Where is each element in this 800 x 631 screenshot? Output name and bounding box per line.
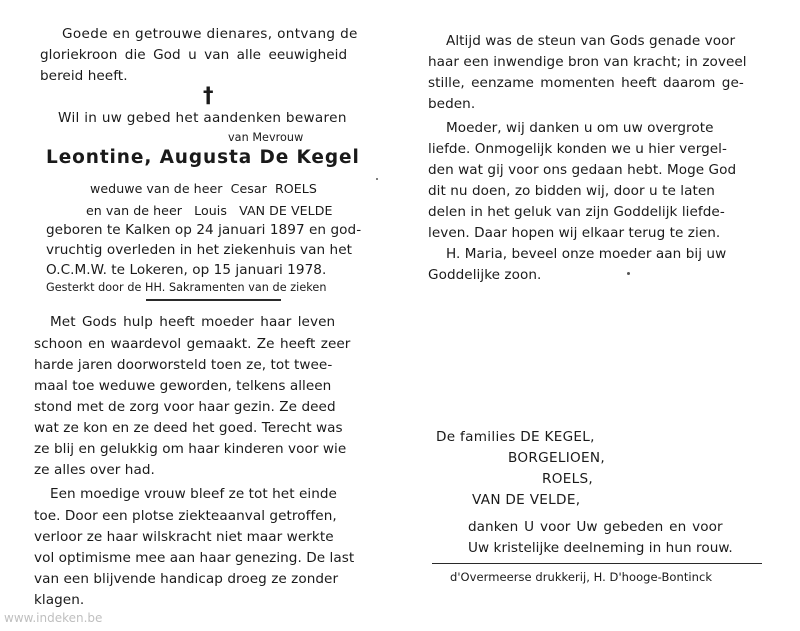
watermark: www.indeken.be xyxy=(4,611,103,625)
right-paragraph-2-line-1: Moeder, wij danken u om uw overgrote xyxy=(446,120,714,136)
right-paragraph-1-line-2: haar een inwendige bron van kracht; in zoveel xyxy=(428,54,747,70)
right-paragraph-3-line-2: Goddelijke zoon. xyxy=(428,267,542,283)
paragraph-1-line-2: schoon en waardevol gemaakt. Ze heeft zeer xyxy=(34,336,351,352)
prayer-line: Wil in uw gebed het aandenken bewaren xyxy=(58,110,347,126)
opening-line-1: Goede en getrouwe dienares, ontvang de xyxy=(62,26,358,42)
thanks-line-1: danken U voor Uw gebeden en voor xyxy=(468,519,723,535)
opening-line-2: gloriekroon die God u van alle eeuwigheid xyxy=(40,47,348,63)
cross-symbol: † xyxy=(203,83,214,107)
deceased-name: Leontine, Augusta De Kegel xyxy=(46,147,360,168)
paragraph-1-line-5: stond met de zorg voor haar gezin. Ze deed xyxy=(34,399,336,415)
section-divider xyxy=(146,299,281,301)
paragraph-1-line-8: ze alles over had. xyxy=(34,462,155,478)
paragraph-2-line-4: vol optimisme mee aan haar genezing. De last xyxy=(34,550,355,566)
opening-line-3: bereid heeft. xyxy=(40,68,128,84)
paragraph-2-line-5: van een blijvende handicap droeg ze zonder xyxy=(34,571,339,587)
paragraph-1-line-6: wat ze kon en ze deed het goed. Terecht was xyxy=(34,420,343,436)
footer-divider xyxy=(432,563,762,564)
right-paragraph-1-line-3: stille, eenzame momenten heeft daarom ge- xyxy=(428,75,744,91)
birth-death-line-2: vruchtig overleden in het ziekenhuis van het xyxy=(46,242,352,258)
widow-line-2: en van de heer Louis VAN DE VELDE xyxy=(86,203,333,218)
paragraph-1-line-1: Met Gods hulp heeft moeder haar leven xyxy=(50,314,336,330)
thanks-line-2: Uw kristelijke deelneming in hun rouw. xyxy=(468,540,733,556)
right-paragraph-2-line-6: leven. Daar hopen wij elkaar terug te zien. xyxy=(428,225,721,241)
paragraph-2-line-3: verloor ze haar wilskracht niet maar werkte xyxy=(34,529,334,545)
birth-death-line-1: geboren te Kalken op 24 januari 1897 en god- xyxy=(46,222,362,238)
family-roels: ROELS, xyxy=(542,471,594,487)
right-paragraph-2-line-5: delen in het geluk van zijn Goddelijk liefde- xyxy=(428,204,725,220)
right-paragraph-1-line-4: beden. xyxy=(428,96,476,112)
van-mevrouw: van Mevrouw xyxy=(228,131,304,144)
right-paragraph-1-line-1: Altijd was de steun van Gods genade voor xyxy=(446,33,736,49)
family-van-de-velde: VAN DE VELDE, xyxy=(472,492,581,508)
print-speck xyxy=(627,272,630,275)
birth-death-line-3: O.C.M.W. te Lokeren, op 15 januari 1978. xyxy=(46,262,327,278)
paragraph-1-line-4: maal toe weduwe geworden, telkens alleen xyxy=(34,378,332,394)
family-borgelioen: BORGELIOEN, xyxy=(508,450,606,466)
paragraph-2-line-2: toe. Door een plotse ziekteaanval getroffen, xyxy=(34,508,337,524)
paragraph-1-line-7: ze blij en gelukkig om haar kinderen voor wie xyxy=(34,441,347,457)
paragraph-2-line-6: klagen. xyxy=(34,592,85,608)
sacraments-line: Gesterkt door de HH. Sakramenten van de zieken xyxy=(46,281,327,294)
families-intro: De families DE KEGEL, xyxy=(436,429,595,445)
widow-line-1: weduwe van de heer Cesar ROELS xyxy=(90,181,317,196)
right-paragraph-2-line-2: liefde. Onmogelijk konden we u hier vergel- xyxy=(428,141,727,157)
paragraph-2-line-1: Een moedige vrouw bleef ze tot het einde xyxy=(50,486,337,502)
right-paragraph-3-line-1: H. Maria, beveel onze moeder aan bij uw xyxy=(446,246,727,262)
paragraph-1-line-3: harde jaren doorworsteld toen ze, tot twee- xyxy=(34,357,333,373)
print-speck xyxy=(376,178,378,180)
right-paragraph-2-line-4: dit nu doen, zo bidden wij, door u te laten xyxy=(428,183,715,199)
right-paragraph-2-line-3: den wat gij voor ons gedaan hebt. Moge God xyxy=(428,162,737,178)
printer-credit: d'Overmeerse drukkerij, H. D'hooge-Bontinck xyxy=(450,570,713,584)
